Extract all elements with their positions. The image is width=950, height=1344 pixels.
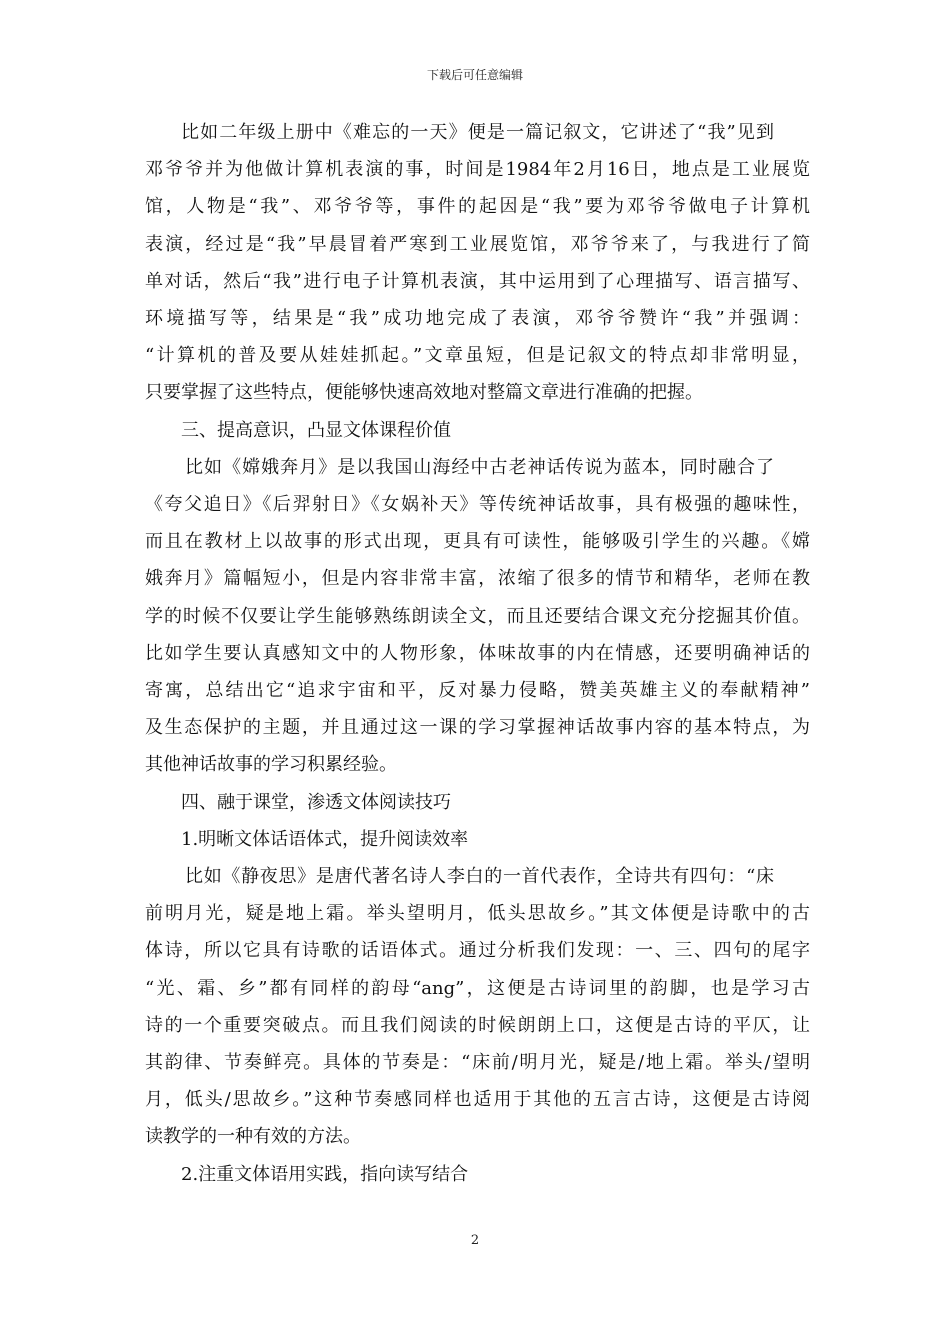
text-line: 体诗，所以它具有诗歌的话语体式。通过分析我们发现：一、三、四句的尾字 [145, 940, 810, 962]
text-line: 寄寓，总结出它“追求宇宙和平，反对暴力侵略，赞美英雄主义的奉献精神” [145, 680, 810, 702]
section-heading-4: 四、融于课堂，渗透文体阅读技巧 [181, 791, 451, 813]
subsection-heading-1: 1.明晰文体话语体式，提升阅读效率 [181, 828, 469, 850]
page-number: 2 [470, 1233, 480, 1248]
text-line: 其他神话故事的学习积累经验。 [145, 754, 397, 776]
document-body [145, 114, 810, 1193]
text-line: 及生态保护的主题，并且通过这一课的学习掌握神话故事内容的基本特点，为 [145, 717, 810, 739]
subsection-heading-2: 2.注重文体语用实践，指向读写结合 [181, 1163, 469, 1185]
text-line: “计算机的普及要从娃娃抓起。”文章虽短，但是记叙文的特点却非常明显， [145, 345, 810, 367]
section-heading-3: 三、提高意识，凸显文体课程价值 [181, 419, 451, 441]
text-line: 邓爷爷并为他做计算机表演的事，时间是1984年2月16日，地点是工业展览 [145, 159, 810, 181]
text-line: 比如二年级上册中《难忘的一天》便是一篇记叙文，它讲述了“我”见到 [181, 122, 774, 143]
text-line: 其韵律、节奏鲜亮。具体的节奏是：“床前/明月光，疑是/地上霜。举头/望明 [145, 1052, 810, 1074]
page-header: 下载后可任意编辑 [426, 68, 523, 82]
paragraph-memorable-day [145, 114, 810, 412]
text-line: 表演，经过是“我”早晨冒着严寒到工业展览馆，邓爷爷来了，与我进行了简 [145, 233, 810, 255]
text-line: 读教学的一种有效的方法。 [145, 1126, 361, 1148]
text-line: 环境描写等，结果是“我”成功地完成了表演，邓爷爷赞许“我”并强调： [145, 308, 810, 330]
paragraph-change-flying [145, 449, 810, 784]
paragraph-quiet-night [145, 858, 810, 1156]
text-line: 只要掌握了这些特点，便能够快速高效地对整篇文章进行准确的把握。 [145, 382, 703, 404]
text-line: 而且在教材上以故事的形式出现，更具有可读性，能够吸引学生的兴趣。《嫦 [145, 531, 810, 553]
text-line: 学的时候不仅要让学生能够熟练朗读全文，而且还要结合课文充分挖掘其价值。 [145, 605, 810, 627]
text-line: 娥奔月》篇幅短小，但是内容非常丰富，浓缩了很多的情节和精华，老师在教 [145, 568, 810, 590]
text-line: 月，低头/思故乡。”这种节奏感同样也适用于其他的五言古诗，这便是古诗阅 [145, 1089, 810, 1111]
text-line: “光、霜、乡”都有同样的韵母“ang”，这便是古诗词里的韵脚，也是学习古 [145, 977, 810, 999]
text-line: 单对话，然后“我”进行电子计算机表演，其中运用到了心理描写、语言描写、 [145, 270, 810, 292]
text-line: 馆，人物是“我”、邓爷爷等，事件的起因是“我”要为邓爷爷做电子计算机 [145, 196, 810, 218]
text-line: 《夸父追日》《后羿射日》《女娲补天》等传统神话故事，具有极强的趣味性， [145, 494, 810, 516]
text-line: 比如学生要认真感知文中的人物形象，体味故事的内在情感，还要明确神话的 [145, 642, 810, 664]
text-line: 前明月光，疑是地上霜。举头望明月，低头思故乡。”其文体便是诗歌中的古 [145, 903, 810, 925]
text-line: 诗的一个重要突破点。而且我们阅读的时候朗朗上口，这便是古诗的平仄，让 [145, 1014, 810, 1036]
text-line: 比如《静夜思》是唐代著名诗人李白的一首代表作，全诗共有四句：“床 [185, 866, 774, 888]
text-line: 比如《嫦娥奔月》是以我国山海经中古老神话传说为蓝本，同时融合了 [185, 456, 774, 478]
